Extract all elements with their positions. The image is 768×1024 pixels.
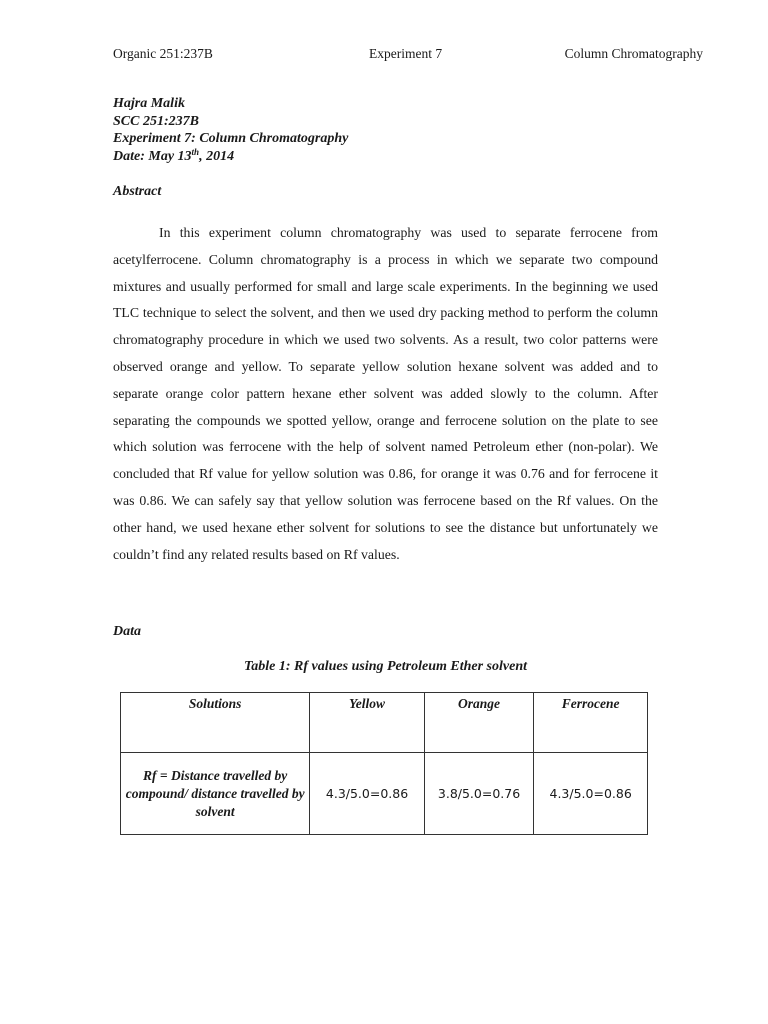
table-header-row [121, 693, 648, 753]
table-caption: Table 1: Rf values using Petroleum Ether solvent [244, 659, 527, 674]
table-row [121, 753, 648, 835]
experiment-title: Experiment 7: Column Chromatography [113, 131, 349, 146]
header-title: Column Chromatography [564, 46, 703, 61]
abstract-heading: Abstract [113, 184, 162, 199]
report-date [113, 148, 348, 166]
abstract-paragraph: In this experiment column chromatography was used to separate ferrocene from acetylferrocene. Column chromatography is a process in which we separate two compound mixtures and usually performed for small and large scale experiments. In the beginning we used TLC technique to select the solvent, and then we used dry packing method to perform the column chromatography procedure in which we used two solvents. As a result, two color patterns were observed orange and yellow. To separate yellow solution hexane solvent was added and to separate orange color pattern hexane ether solvent was added slowly to the column. After separating the compounds we spotted yellow, orange and ferrocene solution on the plate to see which solution was ferrocene with the help of solvent named Petroleum ether (non-polar). We concluded that Rf value for yellow solution was 0.86, for orange it was 0.76 and for ferrocene it was 0.86. We can safely say that yellow solution was ferrocene based on the Rf values. On the other hand, we used hexane ether solvent for solutions to see the distance but unfortunately we couldn’t find any related results based on Rf values. [113, 225, 658, 562]
rf-values-table [120, 692, 648, 835]
value-cell-orange: 3.8/5.0=0.76 [424, 753, 533, 835]
date-prefix: Date: May 13 [113, 148, 192, 164]
value-cell-yellow: 4.3/5.0=0.86 [310, 753, 425, 835]
header-course: Organic 251:237B [113, 46, 213, 61]
author-name: Hajra Malik [113, 96, 185, 111]
row-label-rf-definition: Rf = Distance travelled by compound/ distance travelled by solvent [121, 753, 310, 835]
header-cell-solutions: Solutions [121, 693, 310, 753]
header-cell-yellow: Yellow [310, 693, 425, 753]
header-cell-orange: Orange [424, 693, 533, 753]
header-experiment: Experiment 7 [369, 46, 443, 61]
data-heading: Data [113, 624, 141, 639]
date-ordinal: th [191, 146, 200, 157]
course-code: SCC 251:237B [113, 113, 199, 129]
value-cell-ferrocene: 4.3/5.0=0.86 [534, 753, 648, 835]
report-meta-block [113, 95, 348, 165]
date-suffix: , 2014 [199, 148, 235, 164]
header-cell-ferrocene: Ferrocene [534, 693, 648, 753]
